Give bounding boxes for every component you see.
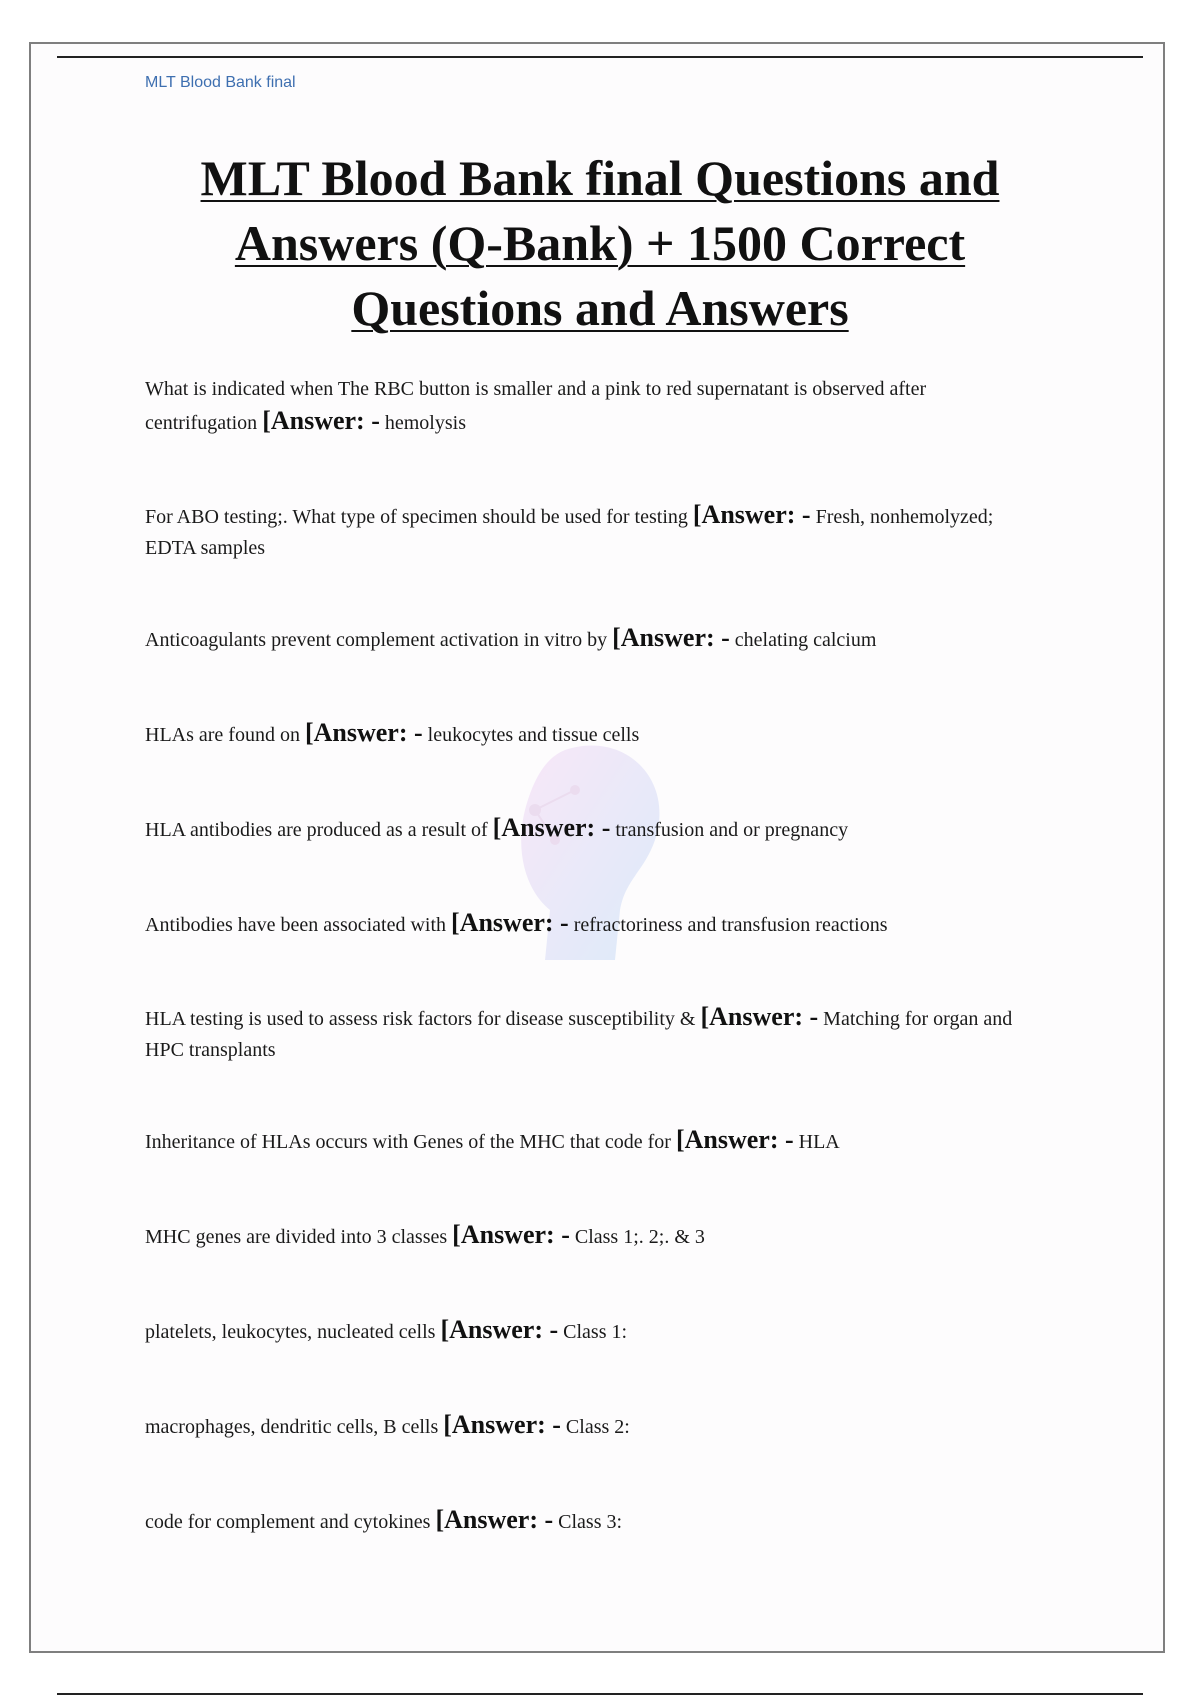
question-text: HLA antibodies are produced as a result of bbox=[145, 819, 488, 841]
question-text: code for complement and cytokines bbox=[145, 1511, 431, 1533]
question-text: For ABO testing;. What type of specimen should be used for testing bbox=[145, 506, 688, 528]
answer-text: chelating calcium bbox=[734, 629, 877, 651]
qa-item-10 bbox=[145, 1314, 1025, 1348]
answer-text: refractoriness and transfusion reactions bbox=[573, 914, 888, 936]
qa-item-11 bbox=[145, 1409, 1025, 1443]
qa-item-5 bbox=[145, 812, 1025, 846]
answer-marker: [Answer: - bbox=[304, 718, 423, 747]
answer-marker: [Answer: - bbox=[440, 1315, 559, 1344]
answer-text: Matching for organ and HPC transplants bbox=[145, 1008, 1013, 1061]
qa-item-8 bbox=[145, 1124, 1025, 1158]
answer-text: transfusion and or pregnancy bbox=[615, 819, 849, 841]
answer-marker: [Answer: - bbox=[675, 1125, 794, 1154]
answer-marker: [Answer: - bbox=[262, 406, 380, 435]
footer-rule bbox=[57, 1693, 1143, 1695]
question-text: platelets, leukocytes, nucleated cells bbox=[145, 1321, 436, 1343]
answer-marker: [Answer: - bbox=[492, 813, 611, 842]
qa-item-3 bbox=[145, 622, 1025, 656]
header-rule bbox=[57, 56, 1143, 58]
qa-item-2 bbox=[145, 499, 1025, 564]
question-text: Anticoagulants prevent complement activation in vitro by bbox=[145, 629, 608, 651]
answer-marker: [Answer: - bbox=[443, 1410, 561, 1439]
question-text: Antibodies have been associated with bbox=[145, 914, 447, 936]
question-text: HLAs are found on bbox=[145, 724, 300, 746]
question-text: MHC genes are divided into 3 classes bbox=[145, 1226, 448, 1248]
document-title: MLT Blood Bank final Questions and Answers (Q-Bank) + 1500 Correct Questions and Answers bbox=[200, 150, 1000, 336]
answer-text: Class 2: bbox=[565, 1416, 630, 1438]
answer-marker: [Answer: - bbox=[435, 1505, 554, 1534]
answer-marker: [Answer: - bbox=[451, 908, 569, 937]
question-text: Inheritance of HLAs occurs with Genes of the MHC that code for bbox=[145, 1131, 671, 1153]
answer-marker: [Answer: - bbox=[700, 1002, 819, 1031]
qa-item-6 bbox=[145, 907, 1025, 941]
qa-item-7 bbox=[145, 1001, 1025, 1066]
qa-item-9 bbox=[145, 1219, 1025, 1253]
answer-marker: [Answer: - bbox=[692, 500, 811, 529]
answer-text: hemolysis bbox=[384, 412, 466, 434]
answer-text: leukocytes and tissue cells bbox=[427, 724, 640, 746]
question-text: What is indicated when The RBC button is smaller and a pink to red supernatant is observed after centrifugation bbox=[145, 378, 927, 434]
question-text: HLA testing is used to assess risk factors for disease susceptibility & bbox=[145, 1008, 696, 1030]
running-header: MLT Blood Bank final bbox=[145, 74, 296, 91]
qa-item-12 bbox=[145, 1504, 1025, 1538]
answer-marker: [Answer: - bbox=[452, 1220, 570, 1249]
question-text: macrophages, dendritic cells, B cells bbox=[145, 1416, 439, 1438]
answer-text: Fresh, nonhemolyzed; EDTA samples bbox=[145, 506, 994, 559]
answer-marker: [Answer: - bbox=[612, 623, 730, 652]
answer-text: Class 1;. 2;. & 3 bbox=[574, 1226, 705, 1248]
qa-item-1 bbox=[145, 374, 1025, 439]
answer-text: HLA bbox=[798, 1131, 840, 1153]
qa-item-4 bbox=[145, 717, 1025, 751]
answer-text: Class 1: bbox=[563, 1321, 628, 1343]
answer-text: Class 3: bbox=[558, 1511, 623, 1533]
